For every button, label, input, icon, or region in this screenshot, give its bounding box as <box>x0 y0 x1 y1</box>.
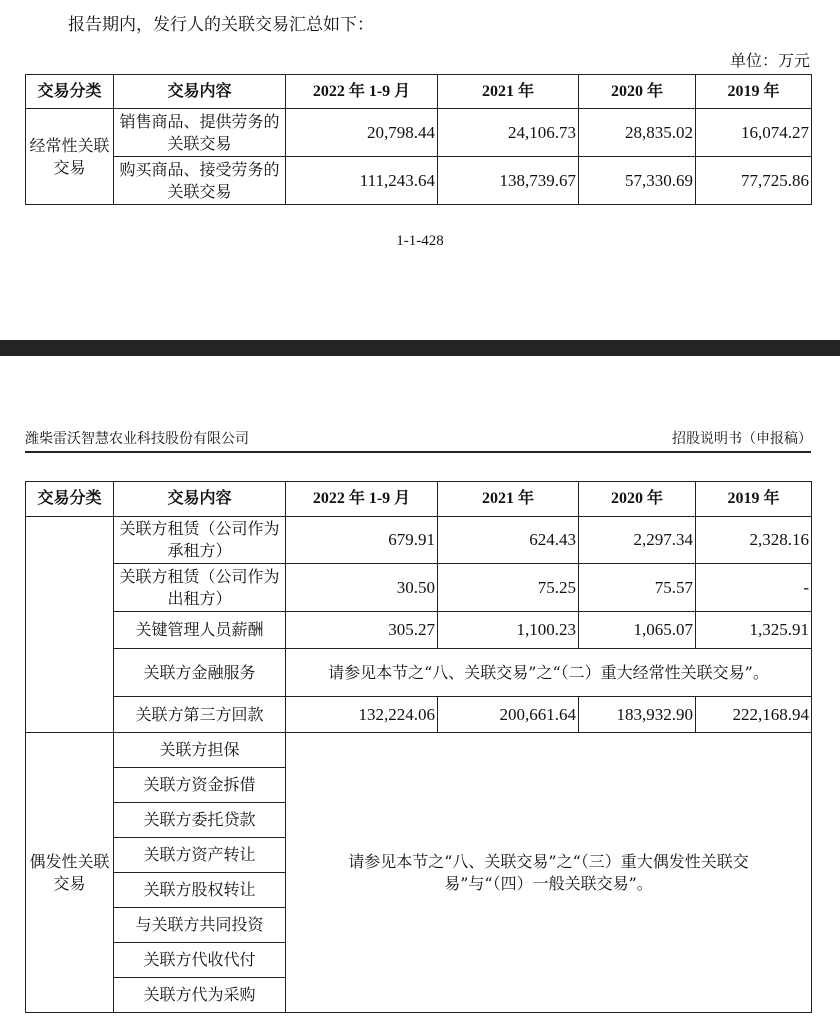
value-cell: 222,168.94 <box>696 697 812 733</box>
table-header-row <box>26 482 812 517</box>
table-row <box>26 109 812 157</box>
value-cell: 624.43 <box>438 517 579 564</box>
value-cell: 111,243.64 <box>286 157 438 205</box>
item-cell: 关联方代收代付 <box>114 943 286 978</box>
value-cell: 16,074.27 <box>696 109 812 157</box>
col-header: 2022 年 1-9 月 <box>286 75 438 109</box>
item-cell: 与关联方共同投资 <box>114 908 286 943</box>
value-cell: 132,224.06 <box>286 697 438 733</box>
category-cell: 经常性关联交易 <box>26 109 114 205</box>
item-cell: 关联方租赁（公司作为承租方） <box>114 517 286 564</box>
value-cell: 30.50 <box>286 564 438 612</box>
value-cell: 77,725.86 <box>696 157 812 205</box>
col-header: 交易内容 <box>114 75 286 109</box>
value-cell: 2,297.34 <box>579 517 696 564</box>
value-cell: 24,106.73 <box>438 109 579 157</box>
item-cell: 购买商品、接受劳务的关联交易 <box>114 157 286 205</box>
item-cell: 关联方股权转让 <box>114 873 286 908</box>
col-header: 交易内容 <box>114 482 286 517</box>
col-header: 2020 年 <box>579 75 696 109</box>
value-cell: 75.57 <box>579 564 696 612</box>
col-header: 2021 年 <box>438 75 579 109</box>
col-header: 2019 年 <box>696 75 812 109</box>
item-cell: 关键管理人员薪酬 <box>114 612 286 649</box>
value-cell: 1,325.91 <box>696 612 812 649</box>
table-row <box>26 517 812 564</box>
item-cell: 关联方金融服务 <box>114 649 286 697</box>
value-cell: 679.91 <box>286 517 438 564</box>
value-cell: 1,065.07 <box>579 612 696 649</box>
page-divider <box>0 340 840 356</box>
col-header: 2021 年 <box>438 482 579 517</box>
item-cell: 关联方委托贷款 <box>114 803 286 838</box>
page-number: 1-1-428 <box>396 233 444 249</box>
note-cell: 请参见本节之“八、关联交易”之“（二）重大经常性关联交易”。 <box>286 649 812 697</box>
table-row <box>26 564 812 612</box>
col-header: 交易分类 <box>26 482 114 517</box>
item-cell: 关联方担保 <box>114 733 286 768</box>
value-cell: 57,330.69 <box>579 157 696 205</box>
table-row <box>26 733 812 768</box>
value-cell: 75.25 <box>438 564 579 612</box>
value-cell: 20,798.44 <box>286 109 438 157</box>
table-row <box>26 612 812 649</box>
item-cell: 关联方代为采购 <box>114 978 286 1013</box>
col-header: 2022 年 1-9 月 <box>286 482 438 517</box>
header-rule <box>25 451 811 453</box>
table-row <box>26 697 812 733</box>
col-header: 2019 年 <box>696 482 812 517</box>
category-cell-empty <box>26 517 114 733</box>
item-cell: 关联方第三方回款 <box>114 697 286 733</box>
company-name: 潍柴雷沃智慧农业科技股份有限公司 <box>25 431 249 447</box>
table-row <box>26 649 812 697</box>
table-row <box>26 157 812 205</box>
value-cell: 1,100.23 <box>438 612 579 649</box>
table-header-row <box>26 75 812 109</box>
item-cell: 关联方资产转让 <box>114 838 286 873</box>
item-cell: 关联方租赁（公司作为出租方） <box>114 564 286 612</box>
related-transactions-detail-table <box>25 481 812 1013</box>
value-cell: 200,661.64 <box>438 697 579 733</box>
value-cell: 138,739.67 <box>438 157 579 205</box>
value-cell: 28,835.02 <box>579 109 696 157</box>
category-cell: 偶发性关联交易 <box>26 733 114 1013</box>
value-cell: 183,932.90 <box>579 697 696 733</box>
unit-label: 单位：万元 <box>729 51 810 70</box>
document-title: 招股说明书（申报稿） <box>672 431 812 447</box>
item-cell: 销售商品、提供劳务的关联交易 <box>114 109 286 157</box>
note-cell: 请参见本节之“八、关联交易”之“（三）重大偶发性关联交易”与“（四）一般关联交易”。 <box>286 733 812 1013</box>
related-transactions-summary-table <box>25 74 812 205</box>
col-header: 2020 年 <box>579 482 696 517</box>
value-cell: - <box>696 564 812 612</box>
value-cell: 2,328.16 <box>696 517 812 564</box>
value-cell: 305.27 <box>286 612 438 649</box>
col-header: 交易分类 <box>26 75 114 109</box>
intro-text: 报告期内，发行人的关联交易汇总如下： <box>68 15 374 35</box>
item-cell: 关联方资金拆借 <box>114 768 286 803</box>
